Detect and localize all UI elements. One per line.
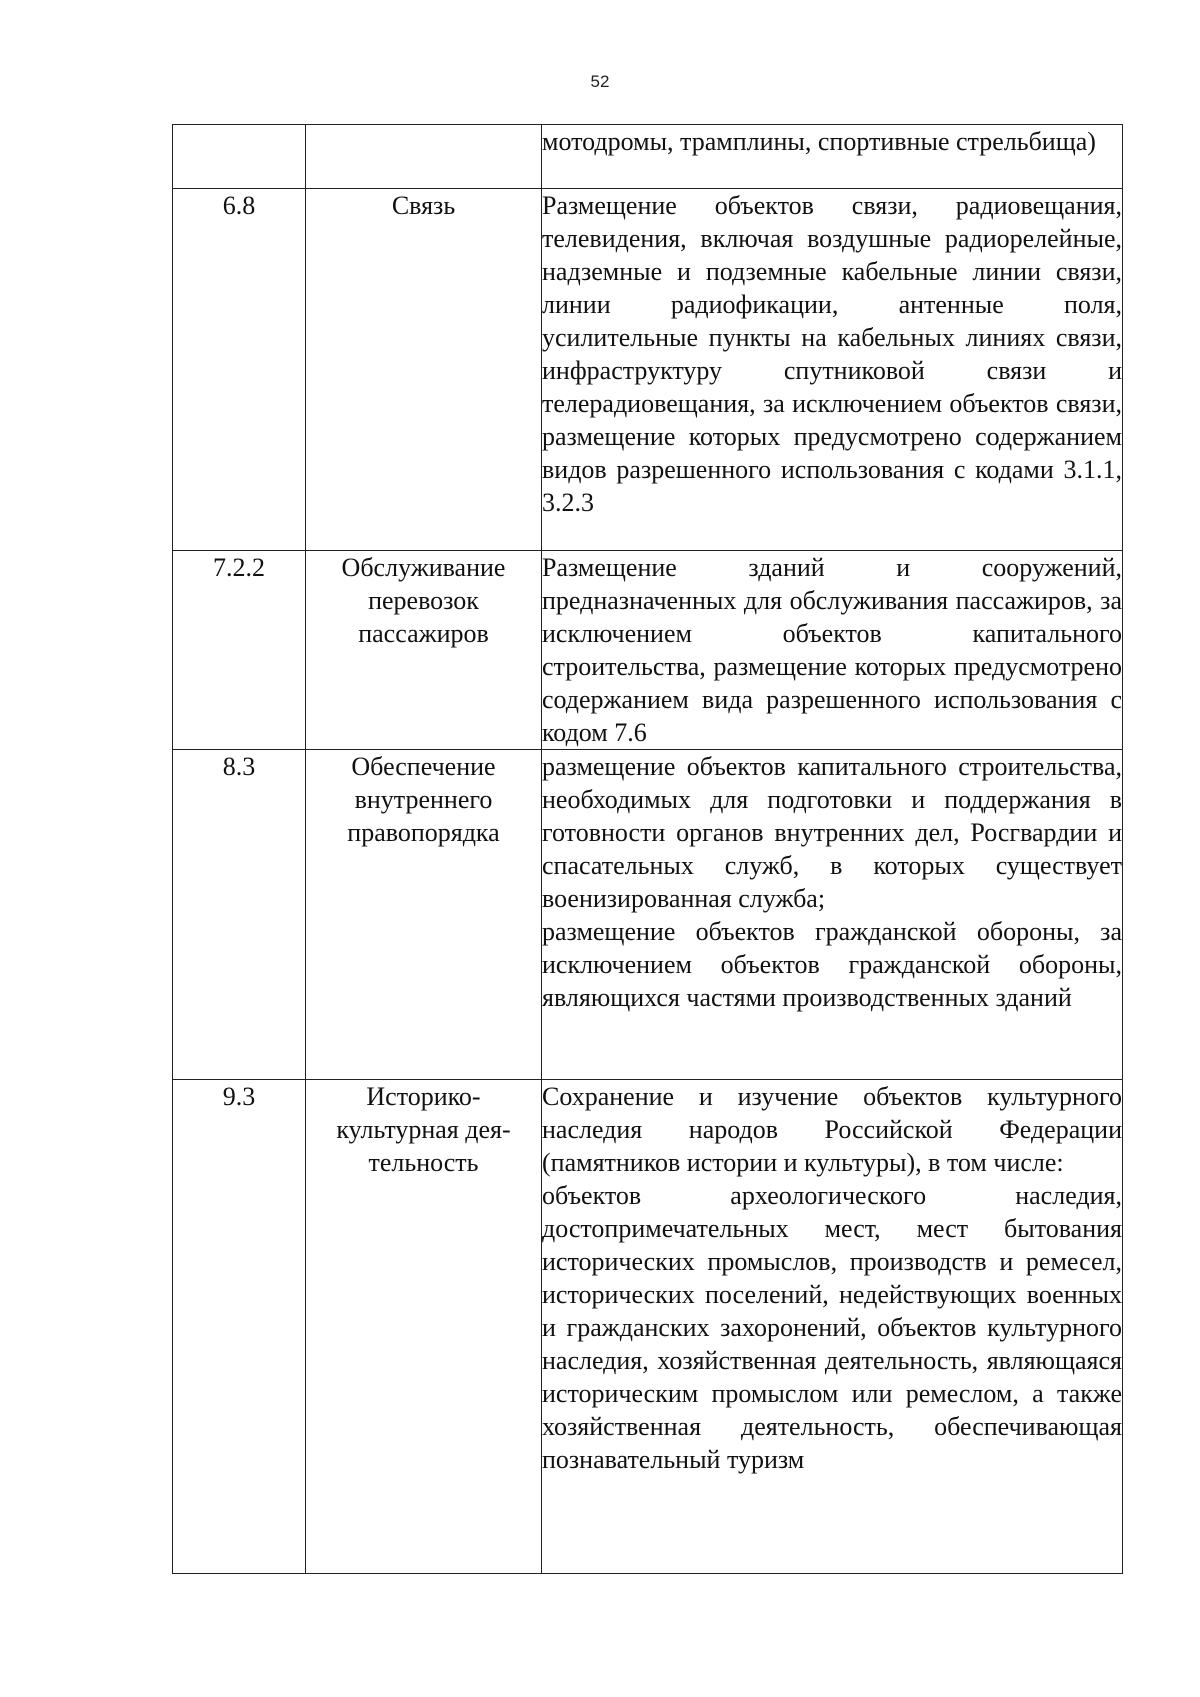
table-row <box>173 750 1123 1080</box>
description-paragraph: размещение объектов капитального строительства, необходимых для подготовки и поддержания в готовности органов внутренних дел, Росгвардии и спасательных служб, в которых существует военизированная служба; <box>542 752 1122 913</box>
table-row <box>173 551 1123 750</box>
row-code-cell: 8.3 <box>173 750 306 1080</box>
row-code-cell: 7.2.2 <box>173 551 306 750</box>
row-code-cell <box>173 125 306 189</box>
table-row <box>173 189 1123 551</box>
description-paragraph: Сохранение и изучение объектов культурного наследия народов Российской Федерации (памятников истории и культуры), в том числе: <box>542 1082 1122 1177</box>
row-description-cell <box>542 189 1123 551</box>
row-name-cell: Обслуживание перевозок пассажиров <box>306 551 542 750</box>
row-description-cell <box>542 750 1123 1080</box>
row-code-cell: 9.3 <box>173 1080 306 1574</box>
row-name-cell: Связь <box>306 189 542 551</box>
land-use-table <box>172 124 1123 1574</box>
description-paragraph: объектов археологического наследия, достопримечательных мест, мест бытования исторических промыслов, производств и ремесел, исторических поселений, недействующих военных и гражданских захоронений, объектов культурного наследия, хозяйственная деятельность, являющаяся историческим промыслом или ремеслом, а также хозяйственная деятельность, обеспечивающая познавательный туризм <box>542 1181 1122 1474</box>
page-number: 52 <box>590 72 610 91</box>
row-description-cell <box>542 1080 1123 1574</box>
description-paragraph: размещение объектов гражданской обороны, за исключением объектов гражданской обороны, являющихся частями производственных зданий <box>542 917 1122 1012</box>
row-code-cell: 6.8 <box>173 189 306 551</box>
row-description-cell <box>542 125 1123 189</box>
table-row <box>173 125 1123 189</box>
table-row <box>173 1080 1123 1574</box>
row-description-cell <box>542 551 1123 750</box>
row-name-cell: Историко-культурная дея-тельность <box>306 1080 542 1574</box>
description-paragraph: мотодромы, трамплины, спортивные стрельбища) <box>542 127 1096 156</box>
row-name-cell <box>306 125 542 189</box>
description-paragraph: Размещение объектов связи, радиовещания, телевидения, включая воздушные радиорелейные, надземные и подземные кабельные линии связи, линии радиофикации, антенные поля, усилительные пункты на кабельных линиях связи, инфраструктуру спутниковой связи и телерадиовещания, за исключением объектов связи, размещение которых предусмотрено содержанием видов разрешенного использования с кодами 3.1.1, 3.2.3 <box>542 191 1122 517</box>
row-name-cell: Обеспечение внутреннего правопорядка <box>306 750 542 1080</box>
description-paragraph: Размещение зданий и сооружений, предназначенных для обслуживания пассажиров, за исключением объектов капитального строительства, размещение которых предусмотрено содержанием вида разрешенного использования с кодом 7.6 <box>542 553 1122 747</box>
